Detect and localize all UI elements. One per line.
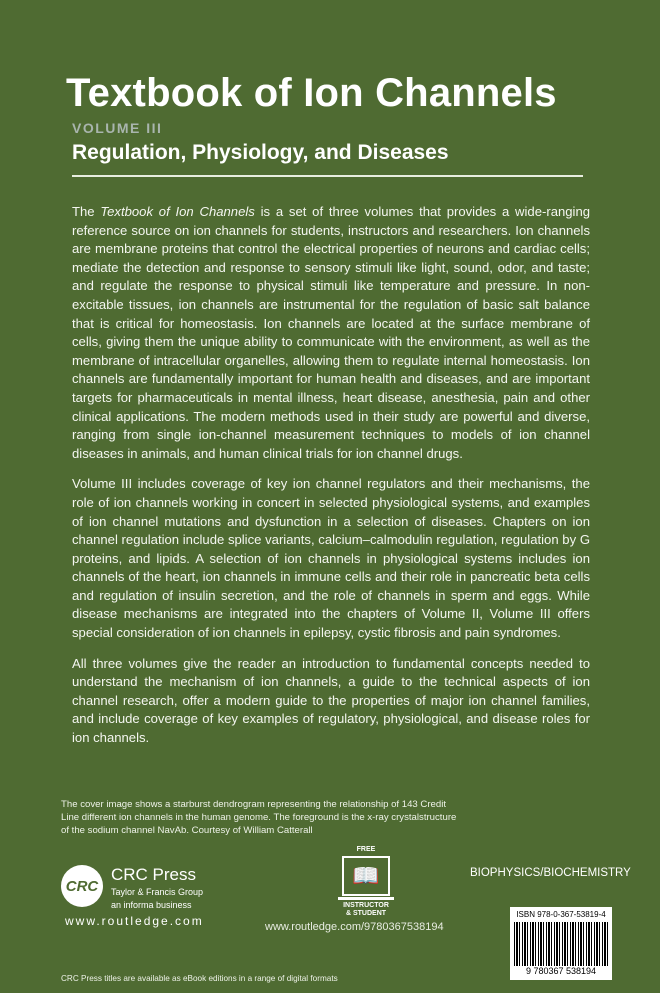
cover-image-credit: The cover image shows a starburst dendrogram representing the relationship of 143 Credit Line different ion channels in the human genome. The foreground is the x-ray crystalstructure of the sodium channel NavAb. Courtesy of William Catterall	[61, 799, 457, 836]
publisher-name: CRC Press	[111, 865, 197, 884]
book-title: Textbook of Ion Channels	[66, 71, 557, 115]
description	[72, 203, 590, 760]
text: is a set of three volumes that provides a wide-ranging reference source on ion channels for students, instructors and researchers. Ion channels are membrane proteins that control the electrical properties of neurons and cardiac cells; mediate the detection and response to sensory stimuli like light, sound, odor, and taste; and regulate the response to physical stimuli like temperature and pressure. In non-excitable tissues, ion channels are instrumental for the regulation of basic salt balance that is critical for homeostasis. Ion channels are located at the surface membrane of cells, giving them the unique ability to communicate with the environment, as well as the membrane of intracellular organelles, allowing them to regulate internal homeostasis. Ion channels are fundamentally important for human health and diseases, and are important targets for pharmaceuticals in mental illness, heart disease, anesthesia, pain and other clinical applications. The modern methods used in their study are powerful and diverse, ranging from single ion-channel measurement techniques to models of ion channel diseases in animals, and human clinical trials for ion channel drugs.	[72, 204, 591, 461]
barcode-bars	[514, 922, 608, 966]
publisher-informa: an informa business	[111, 900, 192, 910]
description-paragraph-1	[72, 203, 590, 463]
description-paragraph-2: Volume III includes coverage of key ion channel regulators and their mechanisms, the role of ion channels working in concert in selected physiological systems, and examples of ion channel mutations and dysfunction in a selection of diseases. Chapters on ion channel regulation include splice variants, calcium–calmodulin regulation, regulation by G proteins, and lipids. A selection of ion channels in physiological systems includes ion channels of the heart, ion channels in immune cells and their role in pancreatic beta cells and regulation of insulin secretion, and the role of channels in sperm and eggs. While disease mechanisms are integrated into the chapters of Volume II, Volume III offers special consideration of ion channels in epilepsy, cystic fibrosis and pain syndromes.	[72, 476, 590, 641]
instructor-student-label	[330, 902, 402, 918]
isbn-label: ISBN 978-0-367-53819-4	[516, 910, 606, 919]
barcode-number: 9 780367 538194	[525, 966, 597, 976]
publisher-website[interactable]: www.routledge.com	[65, 914, 204, 928]
ebook-note: CRC Press titles are available as eBook editions in a range of digital formats	[61, 974, 338, 983]
book-subtitle: Regulation, Physiology, and Diseases	[72, 141, 449, 164]
instructor-text: INSTRUCTOR	[343, 902, 389, 909]
text: The	[72, 204, 101, 219]
book-icon-base	[338, 897, 394, 900]
free-label: FREE	[356, 846, 376, 853]
description-paragraph-3: All three volumes give the reader an introduction to fundamental concepts needed to understand the mechanism of ion channels, a guide to the technical aspects of ion channel research, offer a modern guide to the properties of major ion channel families, and include coverage of key examples of regulatory, physiological, and disease roles for ion channels.	[72, 655, 590, 746]
student-text: & STUDENT	[345, 910, 387, 917]
italic-title: Textbook of Ion Channels	[100, 204, 255, 219]
title-divider	[72, 175, 583, 177]
isbn-barcode	[510, 907, 612, 980]
subject-category: BIOPHYSICS/BIOCHEMISTRY	[470, 867, 631, 879]
crc-logo-icon: CRC	[61, 865, 103, 907]
resources-url[interactable]: www.routledge.com/9780367538194	[265, 921, 444, 933]
volume-label: VOLUME III	[72, 120, 163, 136]
publisher-group: Taylor & Francis Group	[111, 887, 204, 897]
open-book-icon: 📖	[342, 856, 390, 896]
